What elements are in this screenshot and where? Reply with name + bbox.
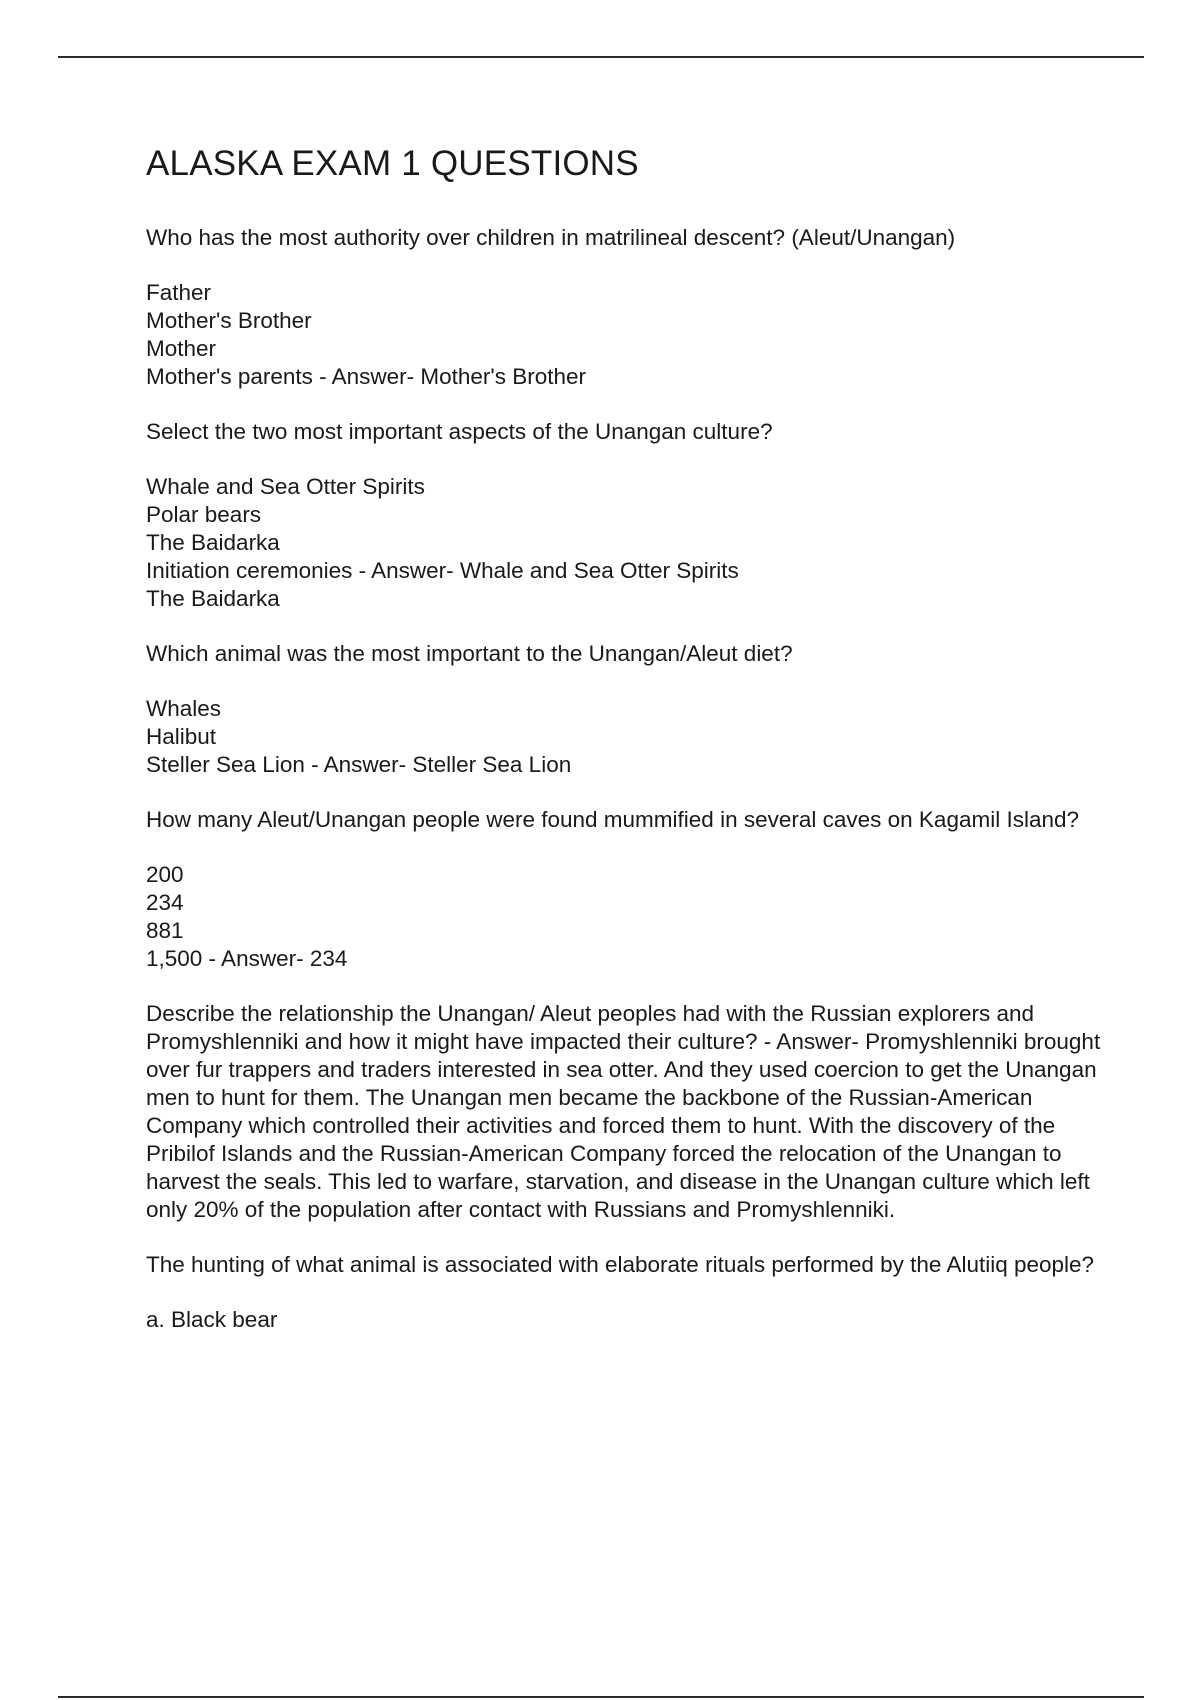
option-list bbox=[146, 1306, 1106, 1334]
option-line: Father bbox=[146, 280, 212, 305]
answer-continuation: The Baidarka bbox=[146, 586, 280, 611]
option-line: a. Black bear bbox=[146, 1307, 278, 1332]
option-line: Polar bears bbox=[146, 502, 262, 527]
question-text: Who has the most authority over children in matrilineal descent? (Aleut/Unangan) bbox=[146, 225, 956, 250]
option-line: Mother bbox=[146, 336, 217, 361]
document-title: ALASKA EXAM 1 QUESTIONS bbox=[146, 144, 639, 183]
question-text: The hunting of what animal is associated with elaborate rituals performed by the Alutiiq people? bbox=[146, 1252, 1095, 1277]
question-block-3 bbox=[146, 640, 1106, 779]
option-line: 200 bbox=[146, 862, 184, 887]
option-list bbox=[146, 861, 1106, 973]
document-body bbox=[146, 140, 1106, 1361]
option-line-with-answer: 1,500 - Answer- 234 bbox=[146, 946, 348, 971]
question-text: Select the two most important aspects of the Unangan culture? bbox=[146, 419, 773, 444]
option-line-with-answer: Initiation ceremonies - Answer- Whale and Sea Otter Spirits bbox=[146, 558, 739, 583]
option-line: Whales bbox=[146, 696, 222, 721]
question-block-2 bbox=[146, 418, 1106, 613]
option-line: Whale and Sea Otter Spirits bbox=[146, 474, 425, 499]
top-rule bbox=[58, 56, 1144, 58]
option-list bbox=[146, 473, 1106, 613]
question-text: Which animal was the most important to the Unangan/Aleut diet? bbox=[146, 641, 793, 666]
question-block-5 bbox=[146, 1000, 1106, 1224]
option-line: Mother's Brother bbox=[146, 308, 312, 333]
option-line: 881 bbox=[146, 918, 184, 943]
option-line: 234 bbox=[146, 890, 184, 915]
option-line-with-answer: Mother's parents - Answer- Mother's Brother bbox=[146, 364, 587, 389]
option-list bbox=[146, 695, 1106, 779]
question-block-4 bbox=[146, 806, 1106, 973]
option-list bbox=[146, 279, 1106, 391]
question-block-6 bbox=[146, 1251, 1106, 1334]
option-line-with-answer: Steller Sea Lion - Answer- Steller Sea Lion bbox=[146, 752, 572, 777]
question-answer-paragraph: Describe the relationship the Unangan/ Aleut peoples had with the Russian explorers and Promyshlenniki and how it might have impacted their culture? - Answer- Promyshlenniki brought over fur trappers and traders interested in sea otter. And they used coercion to get the Unangan men to hunt for them. The Unangan men became the backbone of the Russian-American Company which controlled their activities and forced them to hunt. With the discovery of the Pribilof Islands and the Russian-American Company forced the relocation of the Unangan to harvest the seals. This led to warfare, starvation, and disease in the Unangan culture which left only 20% of the population after contact with Russians and Promyshlenniki. bbox=[146, 1001, 1101, 1222]
option-line: The Baidarka bbox=[146, 530, 280, 555]
option-line: Halibut bbox=[146, 724, 217, 749]
question-text: How many Aleut/Unangan people were found mummified in several caves on Kagamil Island? bbox=[146, 807, 1080, 832]
bottom-rule bbox=[58, 1696, 1144, 1698]
question-block-1 bbox=[146, 224, 1106, 391]
